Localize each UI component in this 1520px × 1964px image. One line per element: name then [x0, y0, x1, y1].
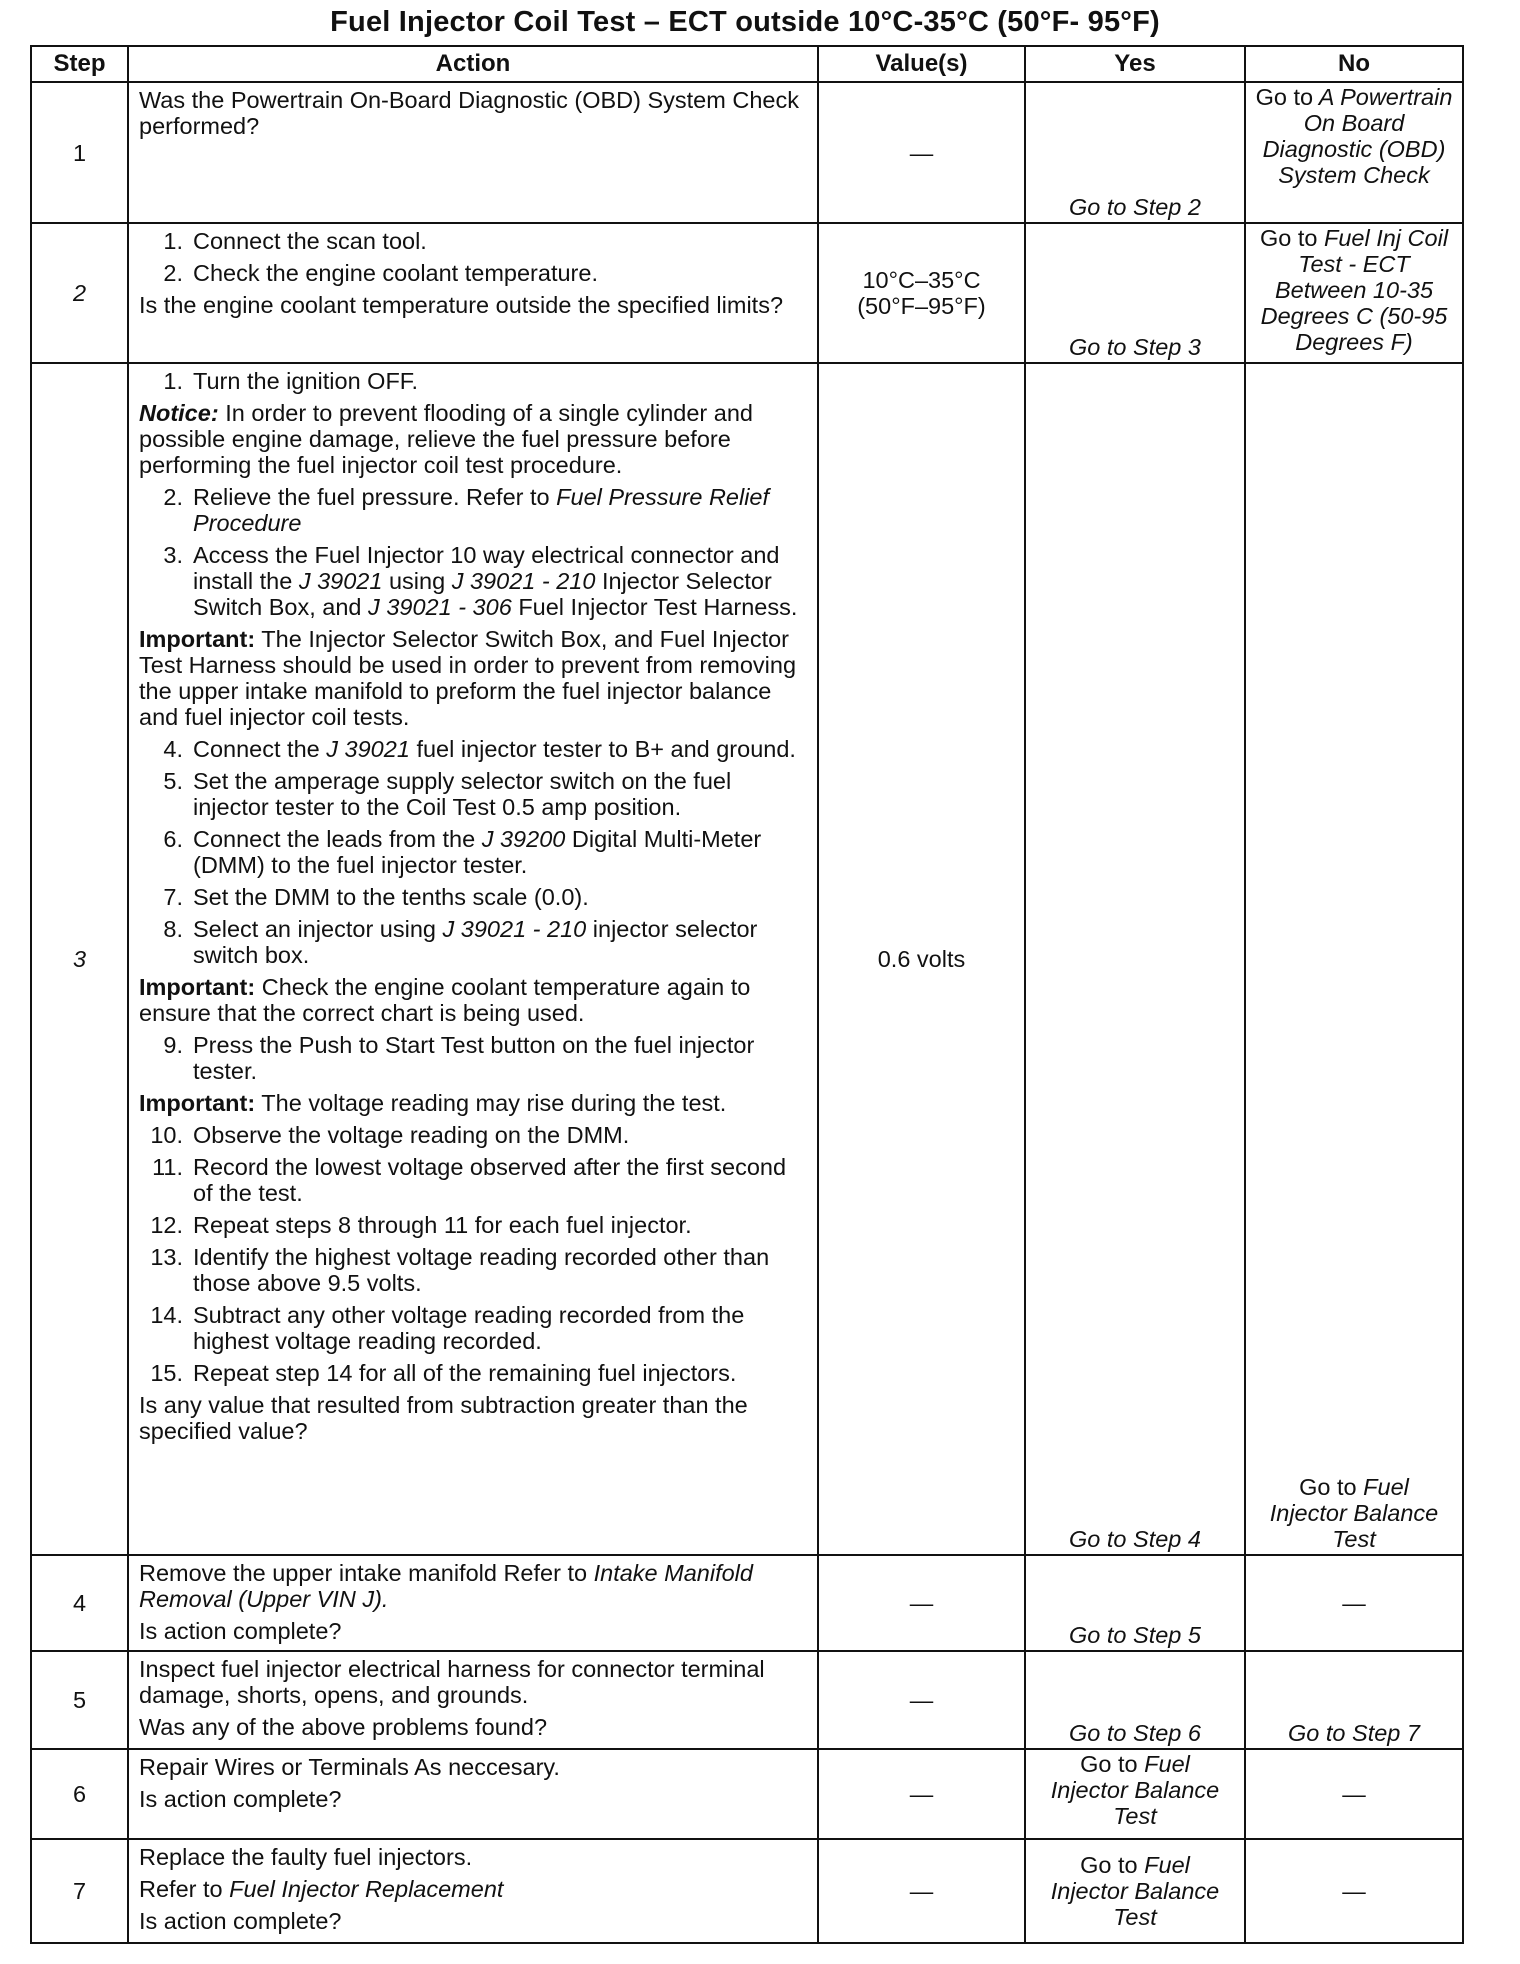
action-question: Was the Powertrain On-Board Diagnostic (OBD) System Check performed?	[139, 87, 799, 139]
yes-cell	[1025, 1651, 1245, 1749]
action-cell: Inspect fuel injector electrical harness for connector terminal damage, shorts, opens, and grounds. Was any of the above problems found?	[128, 1651, 818, 1749]
table-row	[31, 1555, 1463, 1651]
list-item: 4. Connect the J 39021 fuel injector tester to B+ and ground.	[163, 736, 796, 762]
yes-link[interactable]: Go to Step 3	[1069, 334, 1201, 360]
yes-cell	[1025, 1749, 1245, 1839]
header-step: Step	[31, 46, 128, 82]
action-cell: Replace the faulty fuel injectors. Refer to Fuel Injector Replacement Is action complete?	[128, 1839, 818, 1943]
list-item: 2. Check the engine coolant temperature.	[163, 260, 598, 286]
yes-cell	[1025, 363, 1245, 1555]
value-cell: 0.6 volts	[818, 363, 1025, 1555]
table-row	[31, 1839, 1463, 1943]
list-item: 11. Record the lowest voltage observed after the first second of the test.	[152, 1154, 787, 1206]
step-number: 2	[31, 223, 128, 363]
header-no: No	[1245, 46, 1463, 82]
important-paragraph: Important: The Injector Selector Switch Box, and Fuel Injector Test Harness should be used in order to prevent from removing the upper intake manifold to preform the fuel injector balance and fuel injector coil tests.	[139, 626, 797, 730]
yes-cell	[1025, 1839, 1245, 1943]
value-cell: —	[818, 1839, 1025, 1943]
header-yes: Yes	[1025, 46, 1245, 82]
yes-link[interactable]: Go to Fuel Injector Balance Test	[1050, 1852, 1220, 1930]
list-item: 10. Observe the voltage reading on the DMM.	[150, 1122, 630, 1148]
value-cell: —	[818, 82, 1025, 223]
list-item: 6. Connect the leads from the J 39200 Digital Multi-Meter (DMM) to the fuel injector tester.	[163, 826, 762, 878]
action-question: Was any of the above problems found?	[139, 1714, 548, 1740]
step-number: 4	[31, 1555, 128, 1651]
yes-link[interactable]: Go to Step 2	[1069, 194, 1201, 220]
value-cell: 10°C–35°C (50°F–95°F)	[818, 223, 1025, 363]
notice-paragraph: Notice: In order to prevent flooding of a single cylinder and possible engine damage, relieve the fuel pressure before performing the fuel injector coil test procedure.	[139, 400, 753, 478]
table-row	[31, 1651, 1463, 1749]
no-cell	[1245, 363, 1463, 1555]
list-item: 8. Select an injector using J 39021 - 210 injector selector switch box.	[163, 916, 758, 968]
action-question: Is action complete?	[139, 1908, 342, 1934]
list-item: 15. Repeat step 14 for all of the remaining fuel injectors.	[150, 1360, 737, 1386]
yes-link[interactable]: Go to Step 4	[1069, 1526, 1201, 1552]
reference-link[interactable]: Fuel Injector Replacement	[229, 1876, 504, 1902]
action-question: Is action complete?	[139, 1618, 342, 1644]
table-row	[31, 223, 1463, 363]
yes-cell	[1025, 223, 1245, 363]
no-link[interactable]: Go to Fuel Inj Coil Test - ECT Between 10-35 Degrees C (50-95 Degrees F)	[1259, 225, 1449, 355]
yes-link[interactable]: Go to Step 5	[1069, 1622, 1201, 1648]
action-cell	[128, 223, 818, 363]
list-item: 14. Subtract any other voltage reading recorded from the highest voltage reading recorded.	[150, 1302, 745, 1354]
value-cell: —	[818, 1651, 1025, 1749]
procedure-table	[30, 45, 1464, 1944]
action-cell: Remove the upper intake manifold Refer to Intake Manifold Removal (Upper VIN J). Is action complete?	[128, 1555, 818, 1651]
page-title: Fuel Injector Coil Test – ECT outside 10°C-35°C (50°F- 95°F)	[330, 6, 1160, 38]
list-item: 2. Relieve the fuel pressure. Refer to Fuel Pressure Relief Procedure	[163, 484, 770, 536]
list-item: 1. Connect the scan tool.	[163, 228, 427, 254]
list-item: 9. Press the Push to Start Test button on the fuel injector tester.	[163, 1032, 755, 1084]
table-row	[31, 1749, 1463, 1839]
list-item: 13. Identify the highest voltage reading recorded other than those above 9.5 volts.	[150, 1244, 770, 1296]
header-row	[31, 46, 1463, 82]
action-question: Is action complete?	[139, 1786, 342, 1812]
step-number: 7	[31, 1839, 128, 1943]
step-number: 5	[31, 1651, 128, 1749]
important-paragraph: Important: The voltage reading may rise during the test.	[139, 1090, 727, 1116]
no-cell: —	[1245, 1555, 1463, 1651]
step-number: 1	[31, 82, 128, 223]
yes-link[interactable]: Go to Step 6	[1069, 1720, 1201, 1746]
reference-link[interactable]: Intake Manifold Removal (Upper VIN J).	[139, 1560, 753, 1612]
step-number: 3	[31, 363, 128, 1555]
list-item: 1. Turn the ignition OFF.	[163, 368, 419, 394]
value-cell: —	[818, 1749, 1025, 1839]
no-cell	[1245, 223, 1463, 363]
header-values: Value(s)	[818, 46, 1025, 82]
no-link[interactable]: Go to Step 7	[1288, 1720, 1420, 1746]
action-cell: Repair Wires or Terminals As neccesary. Is action complete?	[128, 1749, 818, 1839]
no-cell: —	[1245, 1839, 1463, 1943]
step-number: 6	[31, 1749, 128, 1839]
action-cell	[128, 363, 818, 1555]
important-paragraph: Important: Check the engine coolant temperature again to ensure that the correct chart is being used.	[139, 974, 751, 1026]
value-cell: —	[818, 1555, 1025, 1651]
yes-cell	[1025, 82, 1245, 223]
no-link[interactable]: Go to Fuel Injector Balance Test	[1269, 1474, 1439, 1552]
reference-link[interactable]: Fuel Pressure Relief Procedure	[193, 484, 770, 536]
action-question: Is the engine coolant temperature outside the specified limits?	[139, 292, 784, 318]
yes-cell	[1025, 1555, 1245, 1651]
no-link[interactable]: Go to A Powertrain On Board Diagnostic (OBD) System Check	[1255, 84, 1453, 188]
action-cell	[128, 82, 818, 223]
action-question: Is any value that resulted from subtraction greater than the specified value?	[139, 1392, 748, 1444]
header-action: Action	[128, 46, 818, 82]
list-item: 5. Set the amperage supply selector switch on the fuel injector tester to the Coil Test 0.5 amp position.	[163, 768, 732, 820]
table-row	[31, 82, 1463, 223]
yes-link[interactable]: Go to Fuel Injector Balance Test	[1050, 1751, 1220, 1829]
list-item: 7. Set the DMM to the tenths scale (0.0).	[163, 884, 589, 910]
no-cell	[1245, 82, 1463, 223]
no-cell	[1245, 1651, 1463, 1749]
list-item: 12. Repeat steps 8 through 11 for each fuel injector.	[150, 1212, 692, 1238]
table-row	[31, 363, 1463, 1555]
no-cell: —	[1245, 1749, 1463, 1839]
list-item: 3. Access the Fuel Injector 10 way electrical connector and install the J 39021 using J 39021 - 210 Injector Selector Switch Box, and J 39021 - 306 Fuel Injector Test Harness.	[163, 542, 798, 620]
